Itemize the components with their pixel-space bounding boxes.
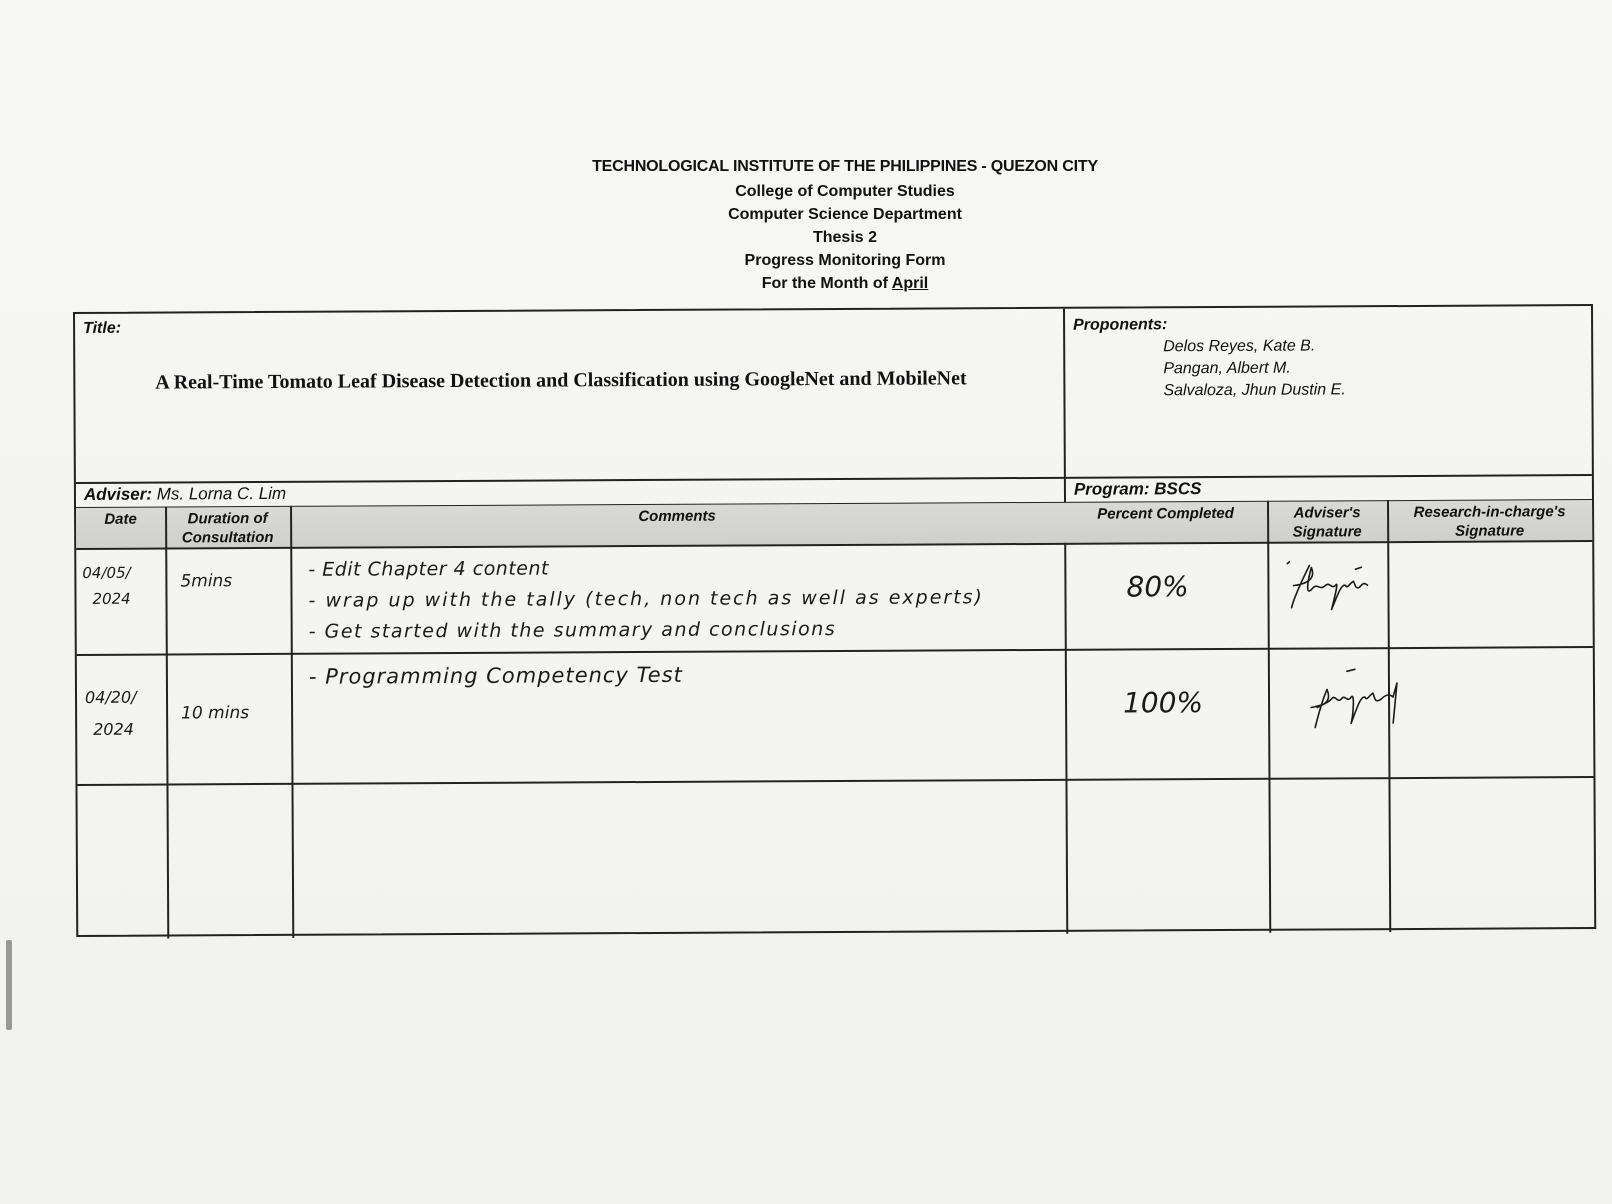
adviser-name: Ms. Lorna C. Lim	[156, 483, 287, 504]
row2-adviser-signature	[1297, 663, 1407, 734]
row2-date-line2: 2024	[93, 719, 134, 739]
grid-v2	[290, 506, 294, 938]
adviser-label: Adviser:	[83, 484, 153, 504]
proponent-1: Delos Reyes, Kate B.	[1163, 337, 1316, 356]
col-ric-sig-line2: Signature	[1455, 522, 1525, 540]
program-label: Program:	[1073, 479, 1150, 499]
course-name: Thesis 2	[812, 229, 878, 246]
row2-duration: 10 mins	[181, 703, 250, 724]
row1-duration: 5mins	[180, 571, 233, 592]
college-name: College of Computer Studies	[735, 183, 955, 200]
row2-comment-1: - Programming Competency Test	[308, 662, 683, 689]
grid-v1	[165, 507, 169, 939]
col-comments: Comments	[638, 507, 716, 526]
col-duration	[165, 509, 290, 548]
program-value: BSCS	[1154, 479, 1202, 499]
divider-main	[1063, 309, 1068, 934]
row1-date-line1: 04/05/	[82, 563, 131, 582]
adviser-line	[84, 484, 286, 505]
proponents-list	[1163, 335, 1346, 402]
progress-form-table	[73, 304, 1596, 937]
col-percent: Percent Completed	[1097, 504, 1234, 523]
row1-date-line2: 2024	[92, 589, 131, 608]
proponent-2: Pangan, Albert M.	[1163, 359, 1291, 378]
grid-h-row2	[77, 776, 1593, 785]
grid-h-row1	[77, 646, 1593, 655]
institution-name: TECHNOLOGICAL INSTITUTE OF THE PHILIPPINES - QUEZON CITY	[592, 158, 1098, 175]
row1-adviser-signature	[1281, 555, 1381, 616]
month-value: April	[891, 275, 929, 292]
row1-comments	[308, 551, 984, 648]
row2-date-line1: 04/20/	[84, 687, 137, 707]
month-line	[560, 272, 1130, 295]
department-name: Computer Science Department	[728, 206, 962, 223]
form-header	[560, 158, 1130, 295]
divider-title	[76, 474, 1592, 483]
row1-comment-1: - Edit Chapter 4 content	[308, 557, 550, 581]
col-duration-line1: Duration of	[187, 509, 268, 528]
program-line	[1074, 479, 1202, 500]
thesis-title: A Real-Time Tomato Leaf Disease Detection and Classification using GoogleNet and MobileNet	[155, 367, 967, 394]
scan-edge-mark	[6, 940, 12, 1030]
col-duration-line2: Consultation	[181, 528, 274, 547]
proponents-label: Proponents:	[1073, 316, 1168, 334]
row1-percent: 80%	[1126, 570, 1189, 604]
row2-date	[85, 682, 137, 746]
row1-comment-3: - Get started with the summary and conclusions	[308, 618, 837, 643]
col-ric-signature	[1387, 502, 1592, 541]
row2-percent: 100%	[1122, 686, 1204, 720]
row1-date	[82, 560, 131, 612]
form-name: Progress Monitoring Form	[744, 252, 946, 269]
row1-comment-2: - wrap up with the tally (tech, non tech as well as experts)	[308, 586, 984, 612]
proponent-3: Salvaloza, Jhun Dustin E.	[1163, 381, 1346, 400]
col-adviser-signature	[1267, 503, 1387, 542]
col-date: Date	[104, 510, 137, 528]
col-adviser-sig-line1: Adviser's	[1293, 504, 1361, 522]
col-ric-sig-line1: Research-in-charge's	[1413, 503, 1566, 521]
title-label: Title:	[83, 319, 122, 337]
grid-v3	[1267, 501, 1271, 933]
month-prefix: For the Month of	[761, 275, 888, 292]
col-adviser-sig-line2: Signature	[1292, 523, 1362, 541]
